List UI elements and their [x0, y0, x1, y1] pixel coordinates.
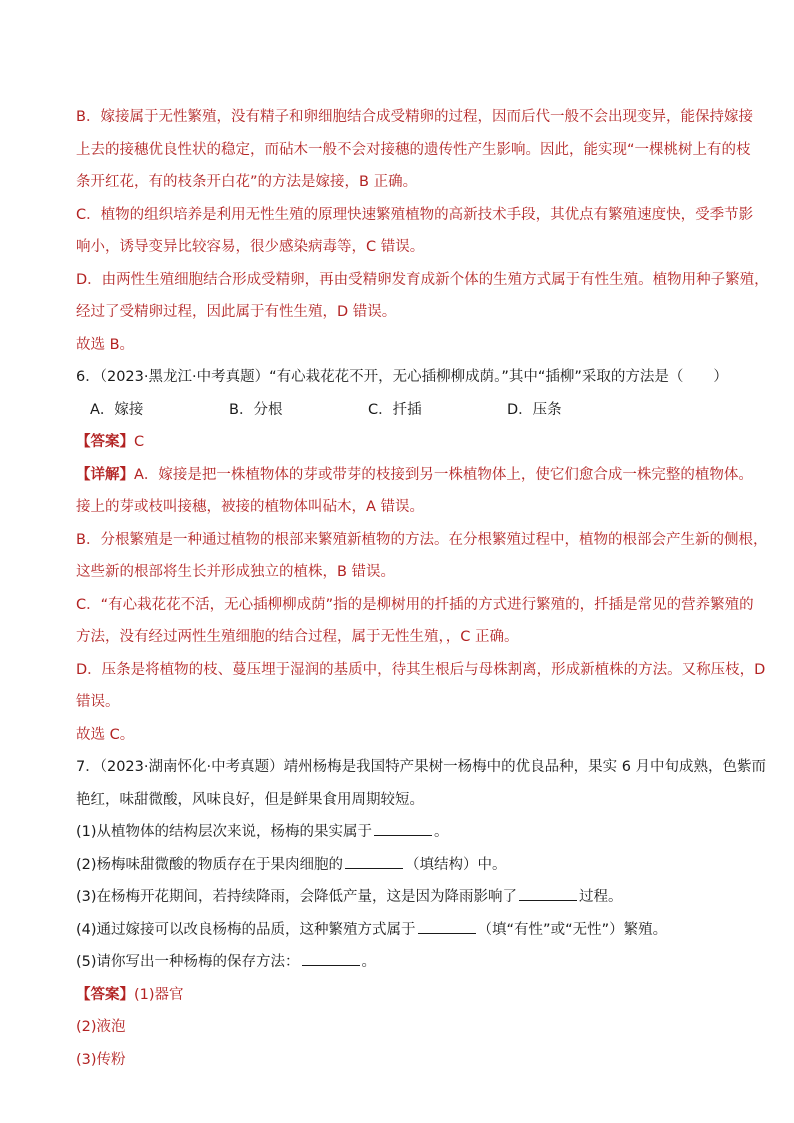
- q7-sub-3-text: (3)在杨梅开花期间，若持续降雨，会降低产量，这是因为降雨影响了: [76, 889, 518, 905]
- q7-sub-1-text: (1)从植物体的结构层次来说，杨梅的果实属于: [76, 824, 373, 840]
- q7-sub-5: [76, 946, 736, 979]
- q7-sub-3-end: 过程。: [579, 889, 623, 905]
- q7-sub-5-end: 。: [361, 954, 377, 970]
- q6-detail-a-line-2: 接上的芽或枝叫接穗，被接的植物体叫砧木，A 错误。: [76, 499, 425, 515]
- q6-stem-end: ）: [713, 369, 728, 385]
- detail-tag: 【详解】: [76, 466, 134, 483]
- q6-option-a: A．嫁接: [90, 401, 144, 418]
- q6-answer-value: C: [134, 434, 145, 450]
- q6-detail-a-line-1: [76, 459, 753, 492]
- q6-detail-c-line-1: C．“有心栽花花不活，无心插柳柳成荫”指的是柳树用的扦插的方式进行繁殖的，扦插是常见的营养繁殖的: [76, 596, 754, 613]
- q6-options: [76, 394, 736, 427]
- q6-stem-text: ）“有心栽花花不开，无心插柳柳成荫。”其中“插柳”采取的方法是（: [254, 369, 684, 385]
- q6-detail-b-line-1: B．分根繁殖是一种通过植物的根部来繁殖新植物的方法。在分根繁殖过程中，植物的根部会产生新的侧根，: [76, 531, 768, 548]
- q7-sub-2: [76, 849, 736, 882]
- page-content: [76, 101, 769, 1076]
- q6-detail-d-line-2: 错误。: [76, 694, 120, 710]
- q5-option-c-line-1: C．植物的组织培养是利用无性生殖的原理快速繁殖植物的高新技术手段，其优点有繁殖速度快，受季节影: [76, 206, 754, 223]
- q7-stem-text: ）靖州杨梅是我国特产果树一杨梅中的优良品种，果实 6 月中旬成熟，色紫而: [269, 759, 767, 775]
- q5-option-b-line-1: B．嫁接属于无性繁殖，没有精子和卵细胞结合成受精卵的过程，因而后代一般不会出现变异，能保持嫁接: [76, 109, 753, 125]
- q7-sub-3: [76, 881, 736, 914]
- q6-number: 6．（: [76, 369, 107, 385]
- q7-answer-1-text: (1)器官: [134, 986, 184, 1003]
- q7-sub-4-text: (4)通过嫁接可以改良杨梅的品质，这种繁殖方式属于: [76, 921, 416, 938]
- q5-conclusion: 故选 B。: [76, 336, 135, 353]
- q6-detail-c-line-2: 方法，没有经过两性生殖细胞的结合过程，属于无性生殖，，C 正确。: [76, 629, 519, 645]
- q7-sub-2-end: （填结构）中。: [405, 856, 507, 873]
- answer-blank: [418, 919, 476, 934]
- q7-source: 2023·湖南怀化·中考真题: [106, 759, 270, 775]
- q5-option-d-line-2: 经过了受精卵过程，因此属于有性生殖，D 错误。: [76, 304, 397, 320]
- answer-blank: [519, 886, 577, 901]
- q5-option-b-line-2: 上去的接穗优良性状的稳定，而砧木一般不会对接穗的遗传性产生影响。因此，能实现“一棵桃树上有的枝: [76, 141, 751, 158]
- q6-detail-d-line-1: D．压条是将植物的枝、蔓压埋于湿润的基质中，待其生根后与母株割离，形成新植株的方法。又称压枝，D: [76, 661, 766, 678]
- q7-answer-2: (2)液泡: [76, 1019, 126, 1035]
- q5-option-d-line-1: D．由两性生殖细胞结合形成受精卵，再由受精卵发育成新个体的生殖方式属于有性生殖。植物用种子繁殖，: [76, 271, 769, 288]
- q6-option-c: C．扦插: [368, 401, 422, 418]
- q6-detail-b-line-2: 这些新的根部将生长并形成独立的植株，B 错误。: [76, 564, 396, 580]
- q7-stem-line-1: [76, 751, 767, 784]
- q6-source: 2023·黑龙江·中考真题: [106, 369, 255, 385]
- q7-sub-2-text: (2)杨梅味甜微酸的物质存在于果肉细胞的: [76, 856, 344, 873]
- q7-number: 7．（: [76, 759, 107, 775]
- answer-tag: 【答案】: [76, 434, 134, 450]
- q6-option-d: D．压条: [507, 401, 562, 418]
- q6-stem: [76, 361, 736, 394]
- q7-stem-line-2: 艳红，味甜微酸，风味良好，但是鲜果食用周期较短。: [76, 791, 424, 808]
- q6-option-b: B．分根: [229, 401, 283, 418]
- answer-blank: [374, 821, 432, 836]
- answer-blank: [345, 854, 403, 869]
- q6-detail-a-text: A．嫁接是把一株植物体的芽或带芽的枝接到另一株植物体上，使它们愈合成一株完整的植物体。: [134, 466, 753, 483]
- q6-conclusion: 故选 C。: [76, 726, 135, 743]
- q7-answer-1: [76, 979, 736, 1012]
- answer-blank: [302, 951, 360, 966]
- q7-sub-1-end: 。: [434, 824, 449, 840]
- q5-option-c-line-2: 响小，诱导变异比较容易，很少感染病毒等，C 错误。: [76, 239, 425, 255]
- q6-answer: [76, 426, 736, 459]
- q7-sub-1: [76, 816, 736, 849]
- q7-sub-4: [76, 914, 736, 947]
- q7-sub-4-end: （填“有性”或“无性”）繁殖。: [477, 921, 668, 938]
- answer-tag: 【答案】: [76, 986, 134, 1003]
- q5-option-b-line-3: 条开红花，有的枝条开白花”的方法是嫁接，B 正确。: [76, 174, 418, 190]
- q7-answer-3: (3)传粉: [76, 1051, 126, 1068]
- q7-sub-5-text: (5)请你写出一种杨梅的保存方法：: [76, 954, 300, 970]
